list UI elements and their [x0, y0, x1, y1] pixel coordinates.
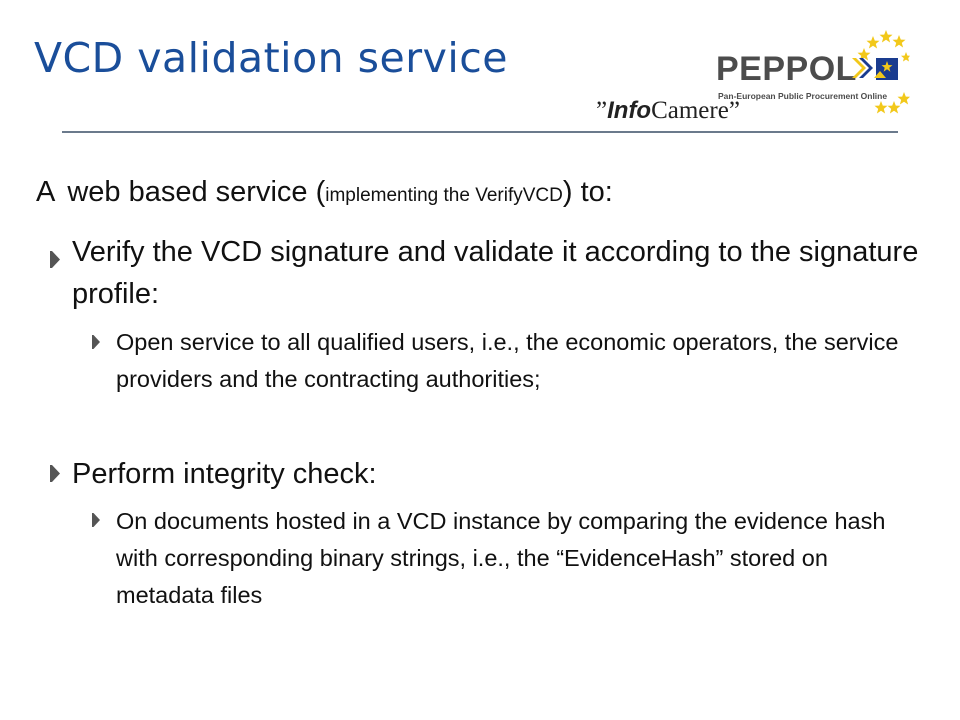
- sub-bullet-documents: On documents hosted in a VCD instance by comparing the evidence hash with corresponding binary strings, i.e., the “EvidenceHash” stored on metadata files: [116, 508, 886, 608]
- infocamere-logo: [596, 97, 740, 125]
- infocamere-rest-text: Camere: [651, 97, 729, 124]
- sub-bullet-arrow-icon: [92, 335, 100, 349]
- bullet-integrity-check: Perform integrity check:: [72, 458, 377, 490]
- eu-flag-icon: [850, 30, 910, 124]
- sub-bullet-open-service: Open service to all qualified users, i.e., the economic operators, the service providers and the contracting authorities;: [116, 329, 899, 392]
- infocamere-bold-text: Info: [607, 97, 652, 124]
- intro-line: [36, 176, 613, 209]
- peppol-logo: [716, 30, 908, 124]
- intro-lead: A: [36, 176, 56, 208]
- peppol-tagline: Pan-European Public Procurement Online: [718, 91, 888, 101]
- intro-tail: ) to:: [562, 176, 613, 208]
- peppol-wordmark: PEPPOL: [716, 50, 857, 88]
- bullet-arrow-icon: [50, 465, 60, 482]
- bullet-arrow-icon: [50, 251, 60, 268]
- sub-bullet-arrow-icon: [92, 513, 100, 527]
- intro-small-text: implementing the VerifyVCD: [325, 185, 563, 206]
- infocamere-open-quote: ”: [596, 97, 608, 124]
- intro-text: web based service (: [67, 176, 326, 208]
- slide-title: VCD validation service: [34, 34, 509, 82]
- chevron-right-icon: [852, 58, 873, 78]
- title-divider: [62, 131, 898, 133]
- infocamere-close-quote: ”: [728, 97, 740, 124]
- bullet-verify-signature: Verify the VCD signature and validate it according to the signature profile:: [72, 236, 919, 310]
